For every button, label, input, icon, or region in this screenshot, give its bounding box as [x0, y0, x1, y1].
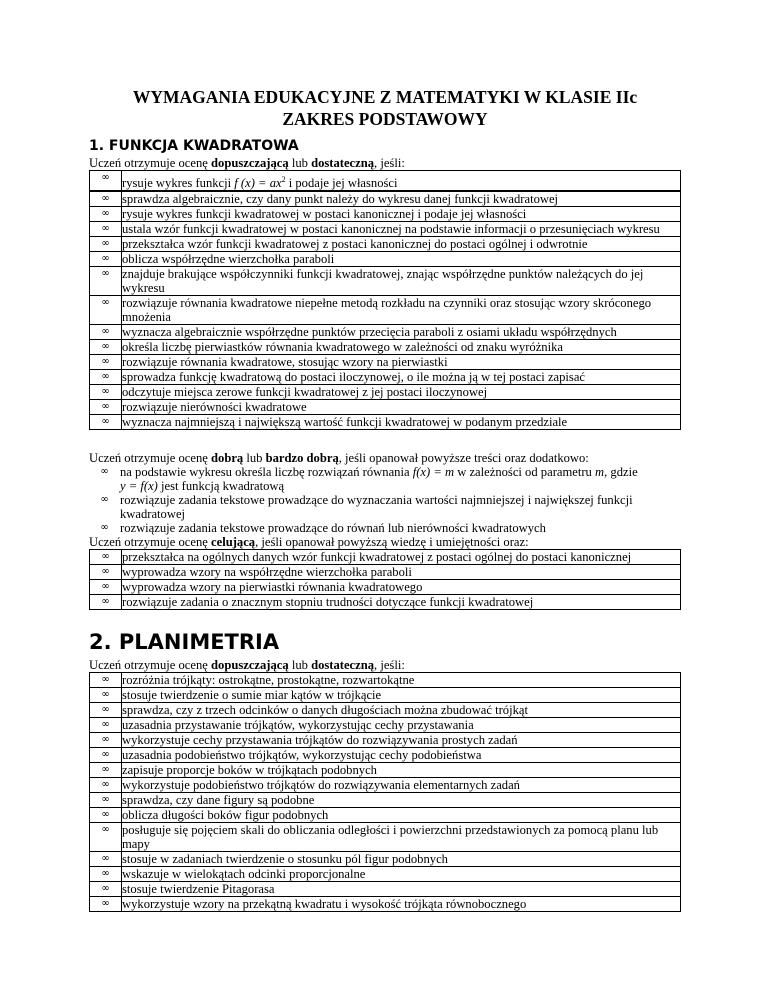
- requirement-item: uzasadnia przystawanie trójkątów, wykorzystując cechy przystawania: [122, 718, 681, 733]
- table-row: [90, 763, 681, 778]
- table-row: [90, 688, 681, 703]
- bullet-icon: ∞: [100, 522, 109, 533]
- bullet-icon: ∞: [90, 688, 122, 703]
- bullet-icon: ∞: [90, 415, 122, 430]
- requirement-item: uzasadnia podobieństwo trójkątów, wykorzystując cechy podobieństwa: [122, 748, 681, 763]
- table-row: [90, 340, 681, 355]
- requirement-item: odczytuje miejsca zerowe funkcji kwadratowej z jej postaci iloczynowej: [122, 385, 681, 400]
- title-line-1: WYMAGANIA EDUKACYJNE Z MATEMATYKI W KLASIE IIc: [132, 87, 638, 107]
- requirement-item: wykorzystuje podobieństwo trójkątów do rozwiązywania elementarnych zadań: [122, 778, 681, 793]
- bullet-icon: ∞: [90, 703, 122, 718]
- table-row: [90, 703, 681, 718]
- table-row: [90, 252, 681, 267]
- bullet-icon: ∞: [90, 867, 122, 882]
- bullet-icon: ∞: [90, 400, 122, 415]
- requirement-item: stosuje twierdzenie Pitagorasa: [122, 882, 681, 897]
- table-row: [90, 808, 681, 823]
- table-row: [90, 415, 681, 430]
- table-row: [90, 207, 681, 222]
- table-row: [90, 793, 681, 808]
- table-row: [90, 400, 681, 415]
- table-row: [90, 267, 681, 296]
- table-row: [90, 237, 681, 252]
- list-item-text: rozwiązuje zadania tekstowe prowadzące do równań lub nierówności kwadratowych: [120, 521, 546, 535]
- table-row: [90, 882, 681, 897]
- bullet-icon: ∞: [90, 808, 122, 823]
- good-grade-intro: Uczeń otrzymuje ocenę dobrą lub bardzo dobrą, jeśli opanował powyższe treści oraz dodatkowo:: [89, 451, 589, 465]
- bullet-icon: ∞: [90, 385, 122, 400]
- table-row: [90, 192, 681, 207]
- bullet-icon: ∞: [90, 207, 122, 222]
- section-2-heading: 2. PLANIMETRIA: [89, 630, 280, 654]
- requirement-item: znajduje brakujące współczynniki funkcji kwadratowej, znając współrzędne punktów należących do jej wykresu: [122, 267, 681, 296]
- table-row: [90, 748, 681, 763]
- requirement-item: wyprowadza wzory na współrzędne wierzchołka paraboli: [122, 565, 681, 580]
- requirement-item: wykorzystuje cechy przystawania trójkątów do rozwiązywania prostych zadań: [122, 733, 681, 748]
- table-row: [90, 852, 681, 867]
- table-row: [90, 385, 681, 400]
- requirement-item: sprawdza, czy dane figury są podobne: [122, 793, 681, 808]
- section-1-requirements-list: [89, 191, 681, 430]
- table-row: [90, 718, 681, 733]
- bullet-icon: ∞: [90, 267, 122, 296]
- list-item: [89, 493, 681, 521]
- title-line-2: ZAKRES PODSTAWOWY: [282, 109, 488, 129]
- requirement-item: rozwiązuje równania kwadratowe, stosując wzory na pierwiastki: [122, 355, 681, 370]
- bullet-icon: ∞: [90, 748, 122, 763]
- section-1-excellent-grade: [89, 535, 681, 549]
- table-row: [90, 673, 681, 688]
- table-row: [90, 733, 681, 748]
- requirement-item: oblicza długości boków figur podobnych: [122, 808, 681, 823]
- table-row: [90, 565, 681, 580]
- section-1-requirements-table: [89, 170, 681, 191]
- bullet-icon: ∞: [90, 340, 122, 355]
- requirement-item: zapisuje proporcje boków w trójkątach podobnych: [122, 763, 681, 778]
- bullet-icon: ∞: [90, 222, 122, 237]
- requirement-item: przekształca na ogólnych danych wzór funkcji kwadratowej z postaci ogólnej do postaci kanonicznej: [122, 550, 681, 565]
- bullet-icon: ∞: [90, 550, 122, 565]
- section-1-good-grade: [89, 451, 681, 535]
- bullet-icon: ∞: [90, 192, 122, 207]
- bullet-icon: ∞: [90, 763, 122, 778]
- bullet-icon: ∞: [90, 325, 122, 340]
- requirement-item: rozróżnia trójkąty: ostrokątne, prostokątne, rozwartokątne: [122, 673, 681, 688]
- requirement-item: wyznacza algebraicznie współrzędne punktów przecięcia paraboli z osiami układu współrzędnych: [122, 325, 681, 340]
- requirement-item: określa liczbę pierwiastków równania kwadratowego w zależności od znaku wyróżnika: [122, 340, 681, 355]
- bullet-icon: ∞: [90, 370, 122, 385]
- table-row: [90, 897, 681, 912]
- requirement-item: rozwiązuje równania kwadratowe niepełne metodą rozkładu na czynniki oraz stosując wzory skróconego mnożenia: [122, 296, 681, 325]
- bullet-icon: ∞: [90, 237, 122, 252]
- section-1-heading: 1. FUNKCJA KWADRATOWA: [89, 138, 299, 154]
- requirement-item: posługuje się pojęciem skali do obliczania odległości i powierzchni przedstawionych za pomocą planu lub mapy: [122, 823, 681, 852]
- requirement-item: stosuje twierdzenie o sumie miar kątów w trójkącie: [122, 688, 681, 703]
- bullet-icon: ∞: [90, 580, 122, 595]
- requirement-item: ustala wzór funkcji kwadratowej w postaci kanonicznej na podstawie informacji o przesunięciach wykresu: [122, 222, 681, 237]
- requirement-item: wyznacza najmniejszą i największą wartość funkcji kwadratowej w podanym przedziale: [122, 415, 681, 430]
- table-row: [90, 325, 681, 340]
- requirement-item: stosuje w zadaniach twierdzenie o stosunku pól figur podobnych: [122, 852, 681, 867]
- list-item-text: rozwiązuje zadania tekstowe prowadzące do wyznaczania wartości najmniejszej i największej funkcji kwadratowej: [120, 493, 633, 521]
- table-row: [90, 222, 681, 237]
- bullet-icon: ∞: [90, 355, 122, 370]
- table-row: [90, 580, 681, 595]
- requirement-item: rysuje wykres funkcji f $(x) = ax^2$ i podaje jej własności: [122, 171, 681, 191]
- table-row: [90, 867, 681, 882]
- excellent-grade-intro: Uczeń otrzymuje ocenę celującą, jeśli opanował powyższą wiedzę i umiejętności oraz:: [89, 535, 529, 549]
- bullet-icon: ∞: [90, 595, 122, 610]
- requirement-item: rozwiązuje zadania o znacznym stopniu trudności dotyczące funkcji kwadratowej: [122, 595, 681, 610]
- document-title: [89, 86, 681, 130]
- bullet-icon: ∞: [100, 466, 109, 477]
- list-item: [89, 521, 681, 535]
- bullet-icon: ∞: [90, 852, 122, 867]
- bullet-icon: ∞: [90, 897, 122, 912]
- bullet-icon: ∞: [90, 673, 122, 688]
- bullet-icon: ∞: [90, 733, 122, 748]
- requirement-item: wskazuje w wielokątach odcinki proporcjonalne: [122, 867, 681, 882]
- bullet-icon: ∞: [100, 494, 109, 505]
- table-row: [90, 595, 681, 610]
- table-row: [90, 778, 681, 793]
- requirement-item: sprawdza, czy z trzech odcinków o danych długościach można zbudować trójkąt: [122, 703, 681, 718]
- requirement-item: wykorzystuje wzory na przekątną kwadratu i wysokość trójkąta równobocznego: [122, 897, 681, 912]
- bullet-icon: ∞: [90, 252, 122, 267]
- requirement-item: wyprowadza wzory na pierwiastki równania kwadratowego: [122, 580, 681, 595]
- table-row: [90, 296, 681, 325]
- section-2-intro: Uczeń otrzymuje ocenę dopuszczającą lub dostateczną, jeśli:: [89, 658, 405, 672]
- table-row: [90, 370, 681, 385]
- requirement-item: oblicza współrzędne wierzchołka paraboli: [122, 252, 681, 267]
- table-row: [90, 823, 681, 852]
- requirement-item: rozwiązuje nierówności kwadratowe: [122, 400, 681, 415]
- requirement-item: sprawdza algebraicznie, czy dany punkt należy do wykresu danej funkcji kwadratowej: [122, 192, 681, 207]
- list-item: ∞ na podstawie wykresu określa liczbę rozwiązań równania f(x) = m w zależności od parametru m, gdzie y = f(x) jest funkcją kwadratową: [89, 465, 681, 493]
- table-row: [90, 355, 681, 370]
- table-row: [90, 171, 681, 191]
- bullet-icon: ∞: [90, 823, 122, 852]
- bullet-icon: ∞: [90, 793, 122, 808]
- bullet-icon: ∞: [90, 296, 122, 325]
- bullet-icon: ∞: [90, 565, 122, 580]
- requirement-item: sprowadza funkcję kwadratową do postaci iloczynowej, o ile można ją w tej postaci zapisać: [122, 370, 681, 385]
- requirement-item: rysuje wykres funkcji kwadratowej w postaci kanonicznej i podaje jej własności: [122, 207, 681, 222]
- bullet-icon: ∞: [90, 882, 122, 897]
- bullet-icon: ∞: [90, 718, 122, 733]
- bullet-icon: ∞: [90, 778, 122, 793]
- section-1-excellent-list: [89, 549, 681, 610]
- bullet-icon: ∞: [90, 171, 122, 191]
- requirement-item: przekształca wzór funkcji kwadratowej z postaci kanonicznej do postaci ogólnej i odwrotnie: [122, 237, 681, 252]
- section-1-intro: Uczeń otrzymuje ocenę dopuszczającą lub dostateczną, jeśli:: [89, 156, 405, 170]
- table-row: [90, 550, 681, 565]
- section-2-requirements-table: [89, 672, 681, 912]
